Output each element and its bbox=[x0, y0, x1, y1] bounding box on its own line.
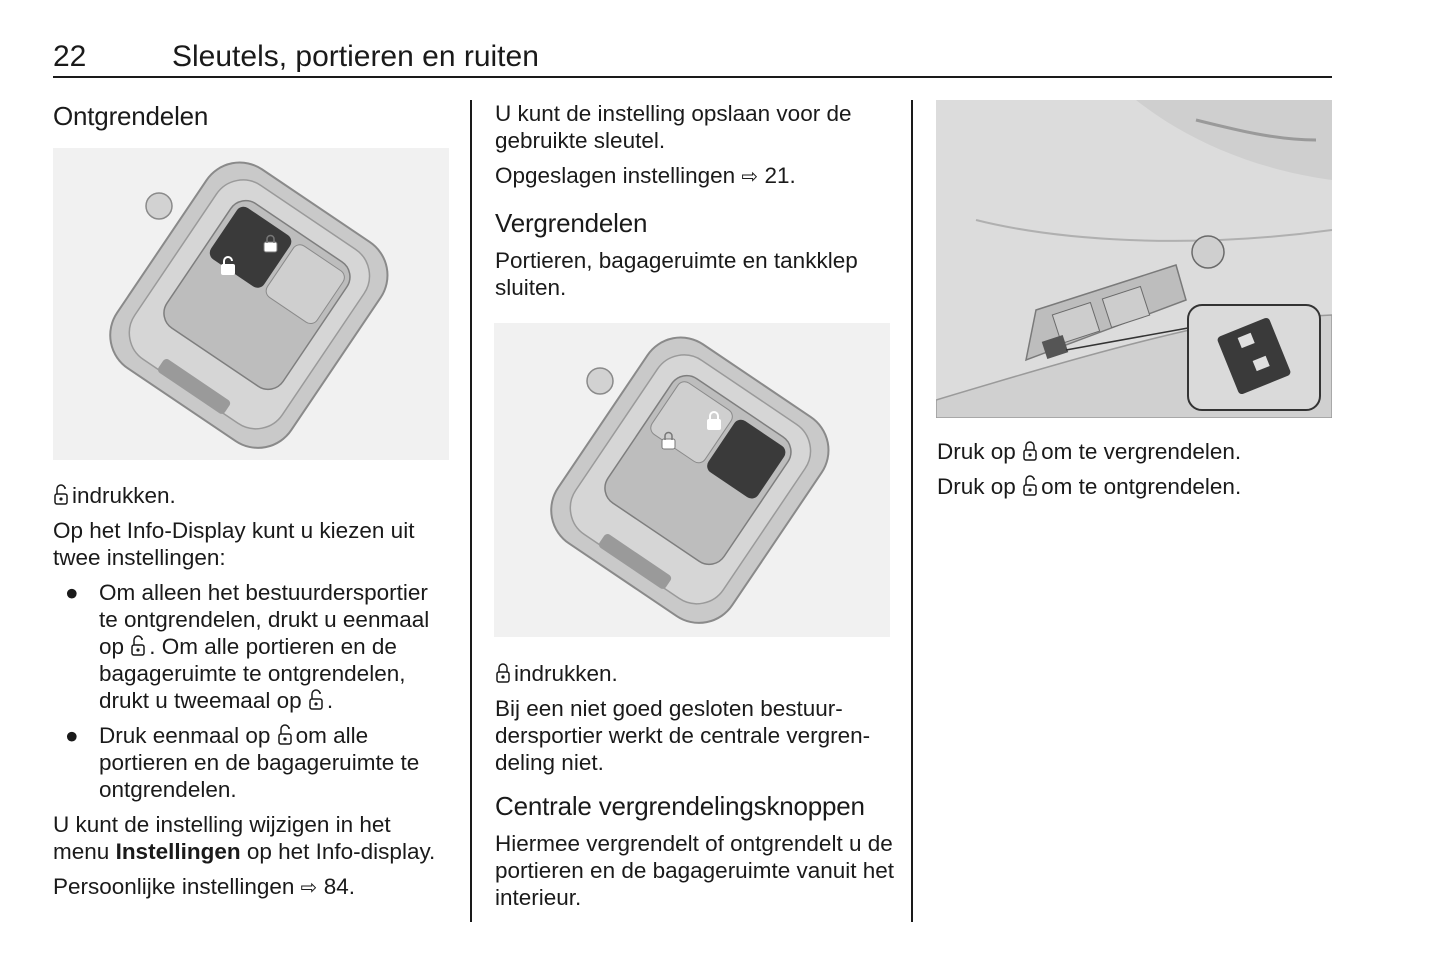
padlock-open-icon bbox=[308, 689, 324, 711]
text-a: drukt u tweemaal op bbox=[99, 688, 302, 713]
page-number: 22 bbox=[53, 40, 87, 73]
text-a: Druk eenmaal op bbox=[99, 723, 271, 748]
list-item bbox=[53, 579, 453, 714]
padlock-open-icon bbox=[1022, 475, 1038, 497]
list-item bbox=[53, 722, 453, 803]
arrow-right-icon: ⇨ bbox=[741, 166, 759, 188]
heading-lock: Vergrendelen bbox=[495, 208, 648, 238]
press-lock-text: indrukken. bbox=[514, 661, 618, 686]
column-divider-2 bbox=[911, 100, 913, 922]
text-a: Druk op bbox=[937, 474, 1016, 499]
text-op: op bbox=[99, 634, 125, 659]
bullet-1-line-1: Om alleen het bestuurdersportier bbox=[99, 580, 428, 605]
padlock-open-icon bbox=[130, 635, 146, 657]
ref-page: 21. bbox=[764, 163, 796, 188]
column-1-text bbox=[53, 482, 453, 910]
text-a: U kunt de instelling wijzigen in het menu bbox=[53, 812, 391, 864]
central-locking-text: Hiermee vergrendelt of ontgrendelt u de portieren en de bagageruimte vanuit het interieur. bbox=[495, 831, 895, 910]
bullet-2-line-1 bbox=[99, 722, 453, 749]
unlock-instruction bbox=[937, 473, 1337, 500]
ref-text: Opgeslagen instellingen bbox=[495, 163, 736, 188]
warning-line-2: dersportier werkt de centrale vergren- bbox=[495, 723, 871, 748]
warning-line-3: deling niet. bbox=[495, 750, 604, 775]
door-panel-figure bbox=[936, 100, 1332, 418]
arrow-right-icon: ⇨ bbox=[300, 877, 318, 899]
column-1 bbox=[53, 100, 453, 132]
lock-instruction bbox=[937, 438, 1337, 465]
warning-line-1: Bij een niet goed gesloten bestuur- bbox=[495, 696, 843, 721]
bullet-1-line-4: bagageruimte te ontgrendelen, bbox=[99, 661, 406, 686]
lock-intro-text: Portieren, bagageruimte en tankklep sluiten. bbox=[495, 248, 858, 300]
bullet-1-line-5 bbox=[99, 687, 453, 714]
page-title: Sleutels, portieren en ruiten bbox=[172, 40, 539, 73]
column-3 bbox=[937, 438, 1337, 508]
text-rest: . Om alle portieren en de bbox=[149, 634, 397, 659]
column-2 bbox=[495, 100, 895, 309]
bullet-1-line-3 bbox=[99, 633, 453, 660]
text-b: op het Info-display. bbox=[246, 839, 436, 864]
text-b: . bbox=[326, 688, 334, 713]
text-b: om te ontgrendelen. bbox=[1041, 474, 1242, 499]
intro-text: Op het Info-Display kunt u kiezen uit twee instellingen: bbox=[53, 518, 415, 570]
press-lock-line bbox=[495, 660, 895, 687]
bullet-icon: ● bbox=[65, 580, 79, 605]
header-rule bbox=[53, 76, 1332, 78]
press-unlock-text: indrukken. bbox=[72, 483, 176, 508]
reference-saved-settings[interactable] bbox=[495, 162, 895, 191]
bullet-1-line-2: te ontgrendelen, drukt u eenmaal bbox=[99, 607, 430, 632]
warning-text bbox=[495, 695, 895, 776]
menu-name: Instellingen bbox=[115, 839, 241, 864]
column-divider-1 bbox=[470, 100, 472, 922]
key-fob-lock-figure bbox=[494, 323, 890, 637]
change-setting-text bbox=[53, 811, 453, 865]
reference-personal-settings[interactable] bbox=[53, 873, 453, 902]
padlock-closed-icon bbox=[495, 662, 511, 684]
text-a: Druk op bbox=[937, 439, 1016, 464]
bullet-icon: ● bbox=[65, 723, 79, 748]
text-b: om alle bbox=[295, 723, 369, 748]
bullet-2-line-2: portieren en de bagageruimte te bbox=[99, 750, 420, 775]
bullet-2-line-3: ontgrendelen. bbox=[99, 777, 237, 802]
padlock-open-icon bbox=[53, 484, 69, 506]
ref-page: 84. bbox=[323, 874, 355, 899]
padlock-closed-icon bbox=[1022, 440, 1038, 462]
key-fob-unlock-figure bbox=[53, 148, 449, 460]
heading-unlock: Ontgrendelen bbox=[53, 101, 209, 131]
text-b: om te vergrendelen. bbox=[1041, 439, 1242, 464]
save-setting-text: U kunt de instelling opslaan voor de gebruikte sleutel. bbox=[495, 101, 852, 153]
ref-text: Persoonlijke instellingen bbox=[53, 874, 295, 899]
column-2-text bbox=[495, 660, 895, 919]
heading-central-locking: Centrale vergrendelingsknoppen bbox=[495, 791, 865, 821]
press-unlock-line bbox=[53, 482, 453, 509]
padlock-open-icon bbox=[277, 724, 293, 746]
